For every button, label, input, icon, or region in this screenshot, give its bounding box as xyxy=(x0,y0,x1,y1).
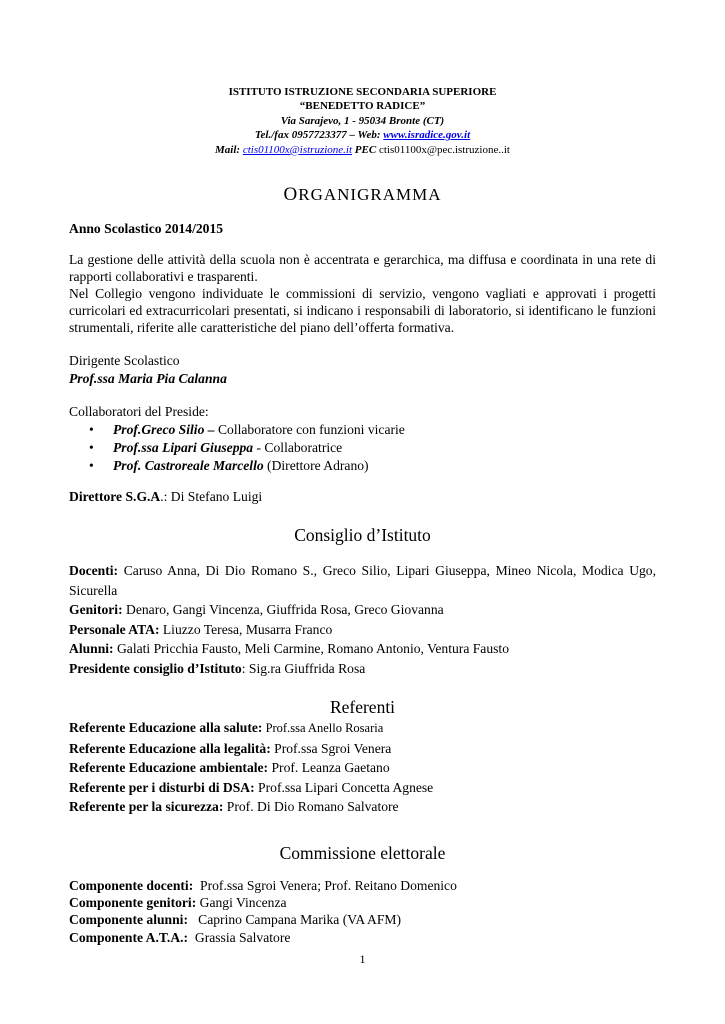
list-item xyxy=(69,421,656,439)
componente-label: Componente docenti: xyxy=(69,878,194,893)
docenti-value: Caruso Anna, Di Dio Romano S., Greco Silio, Lipari Giuseppa, Mineo Nicola, Modica Ugo, Sicurella xyxy=(69,563,656,598)
school-line: ISTITUTO ISTRUZIONE SECONDARIA SUPERIORE xyxy=(228,86,497,98)
list-item xyxy=(69,457,656,475)
componente-value: Caprino Campana Marika (VA AFM) xyxy=(187,912,402,928)
bullet-icon: • xyxy=(89,422,94,437)
referenti-title: Referenti xyxy=(329,697,396,717)
list-item xyxy=(69,718,656,739)
consiglio-presidente xyxy=(69,659,656,679)
school-name: “BENEDETTO RADICE” xyxy=(299,100,426,113)
genitori-label: Genitori: xyxy=(69,602,123,617)
list-item xyxy=(69,894,656,911)
componente-label: Componente genitori: xyxy=(69,895,197,911)
referente-label: Referente per la sicurezza: xyxy=(69,799,224,814)
bullet-icon: • xyxy=(89,440,94,455)
componente-value: Grassia Salvatore xyxy=(188,929,291,945)
collaboratori-list xyxy=(69,421,656,475)
intro-text xyxy=(69,251,656,336)
list-item xyxy=(69,758,656,778)
componente-value: Gangi Vincenza xyxy=(196,895,287,911)
direttore-sga xyxy=(69,489,656,505)
dirigente-label: Dirigente Scolastico xyxy=(69,353,180,368)
list-item xyxy=(69,929,656,946)
list-item xyxy=(69,877,656,894)
list-item xyxy=(69,739,656,759)
collaboratore-name: Prof.Greco Silio – xyxy=(113,422,215,437)
consiglio-docenti xyxy=(69,561,656,600)
collaboratore-role: - Collaboratrice xyxy=(253,440,343,455)
collaboratori-block xyxy=(69,403,656,475)
title-rest: RGANIGRAMMA xyxy=(298,185,442,204)
referente-label: Referente per i disturbi di DSA: xyxy=(69,779,255,795)
school-address: Via Sarajevo, 1 - 95034 Bronte (CT) xyxy=(280,114,445,127)
referente-value: Prof.ssa Anello Rosaria xyxy=(262,721,384,735)
intro-paragraph-2: Nel Collegio vengono individuate le commissioni di servizio, vengono vagliati e approvati i progetti curricolari ed extracurricolari presentati, si indicano i responsabili di laboratorio, si identificano le funzioni strumentali, riferite alle caratteristiche del piano dell’offerta formativa. xyxy=(69,286,656,335)
referente-label: Referente Educazione ambientale: xyxy=(69,760,269,775)
page-title xyxy=(0,184,725,206)
componente-value: Prof.ssa Sgroi Venera; Prof. Reitano Domenico xyxy=(193,878,457,893)
ata-value: Liuzzo Teresa, Musarra Franco xyxy=(159,621,333,637)
mail-link[interactable]: ctis01100x@istruzione.it xyxy=(242,143,353,156)
collaboratori-label: Collaboratori del Preside: xyxy=(69,404,209,419)
consiglio-block xyxy=(69,561,656,678)
genitori-value: Denaro, Gangi Vincenza, Giuffrida Rosa, Greco Giovanna xyxy=(122,602,444,617)
direttore-label: Direttore S.G.A xyxy=(69,489,161,504)
contact-line xyxy=(0,128,725,142)
intro-paragraph-1: La gestione delle attività della scuola non è accentrata e gerarchica, ma diffusa e coordinata in una rete di rapporti collaborativi e trasparenti. xyxy=(69,252,656,284)
list-item xyxy=(69,797,656,817)
page-number: 1 xyxy=(359,952,366,966)
referenti-block xyxy=(69,718,656,817)
referente-label: Referente Educazione alla salute: xyxy=(69,720,263,735)
consiglio-alunni xyxy=(69,639,656,659)
list-item xyxy=(69,439,656,457)
presidente-label: Presidente consiglio d’Istituto xyxy=(69,660,242,676)
mail-label: Mail: xyxy=(215,143,241,156)
referente-value: Prof.ssa Sgroi Venera xyxy=(270,740,392,756)
tel-label: Tel./fax 0957723377 – Web: xyxy=(254,129,381,142)
direttore-value: .: Di Stefano Luigi xyxy=(160,489,263,504)
collaboratore-role: Collaboratore con funzioni vicarie xyxy=(214,422,405,437)
pec-address: ctis01100x@pec.istruzione..it xyxy=(378,143,510,156)
alunni-value: Galati Pricchia Fausto, Meli Carmine, Romano Antonio, Ventura Fausto xyxy=(113,641,510,656)
componente-label: Componente alunni: xyxy=(69,912,188,928)
commissione-title: Commissione elettorale xyxy=(279,843,446,863)
commissione-block xyxy=(69,877,656,946)
dirigente-block xyxy=(69,352,656,388)
mail-line xyxy=(0,143,725,157)
referente-value: Prof. Di Dio Romano Salvatore xyxy=(223,799,399,814)
componente-label: Componente A.T.A.: xyxy=(69,929,189,945)
referente-value: Prof.ssa Lipari Concetta Agnese xyxy=(254,779,434,795)
title-first-letter: O xyxy=(283,184,299,205)
referente-value: Prof. Leanza Gaetano xyxy=(268,760,390,775)
collaboratore-name: Prof. Castroreale Marcello xyxy=(113,458,264,473)
dirigente-name: Prof.ssa Maria Pia Calanna xyxy=(69,371,227,386)
collaboratore-name: Prof.ssa Lipari Giuseppa xyxy=(113,440,254,455)
collaboratore-role: (Direttore Adrano) xyxy=(263,458,369,473)
web-link[interactable]: www.isradice.gov.it xyxy=(383,129,471,142)
bullet-icon: • xyxy=(89,458,94,473)
pec-label: PEC xyxy=(354,143,377,156)
consiglio-ata xyxy=(69,620,656,640)
school-year: Anno Scolastico 2014/2015 xyxy=(69,221,224,236)
alunni-label: Alunni: xyxy=(69,641,114,656)
list-item xyxy=(69,911,656,928)
referente-label: Referente Educazione alla legalità: xyxy=(69,740,271,756)
school-header xyxy=(0,85,725,157)
ata-label: Personale ATA: xyxy=(69,621,160,637)
consiglio-genitori xyxy=(69,600,656,620)
consiglio-title: Consiglio d’Istituto xyxy=(294,525,431,545)
docenti-label: Docenti: xyxy=(69,563,119,578)
list-item xyxy=(69,778,656,798)
presidente-value: : Sig.ra Giuffrida Rosa xyxy=(241,660,366,676)
